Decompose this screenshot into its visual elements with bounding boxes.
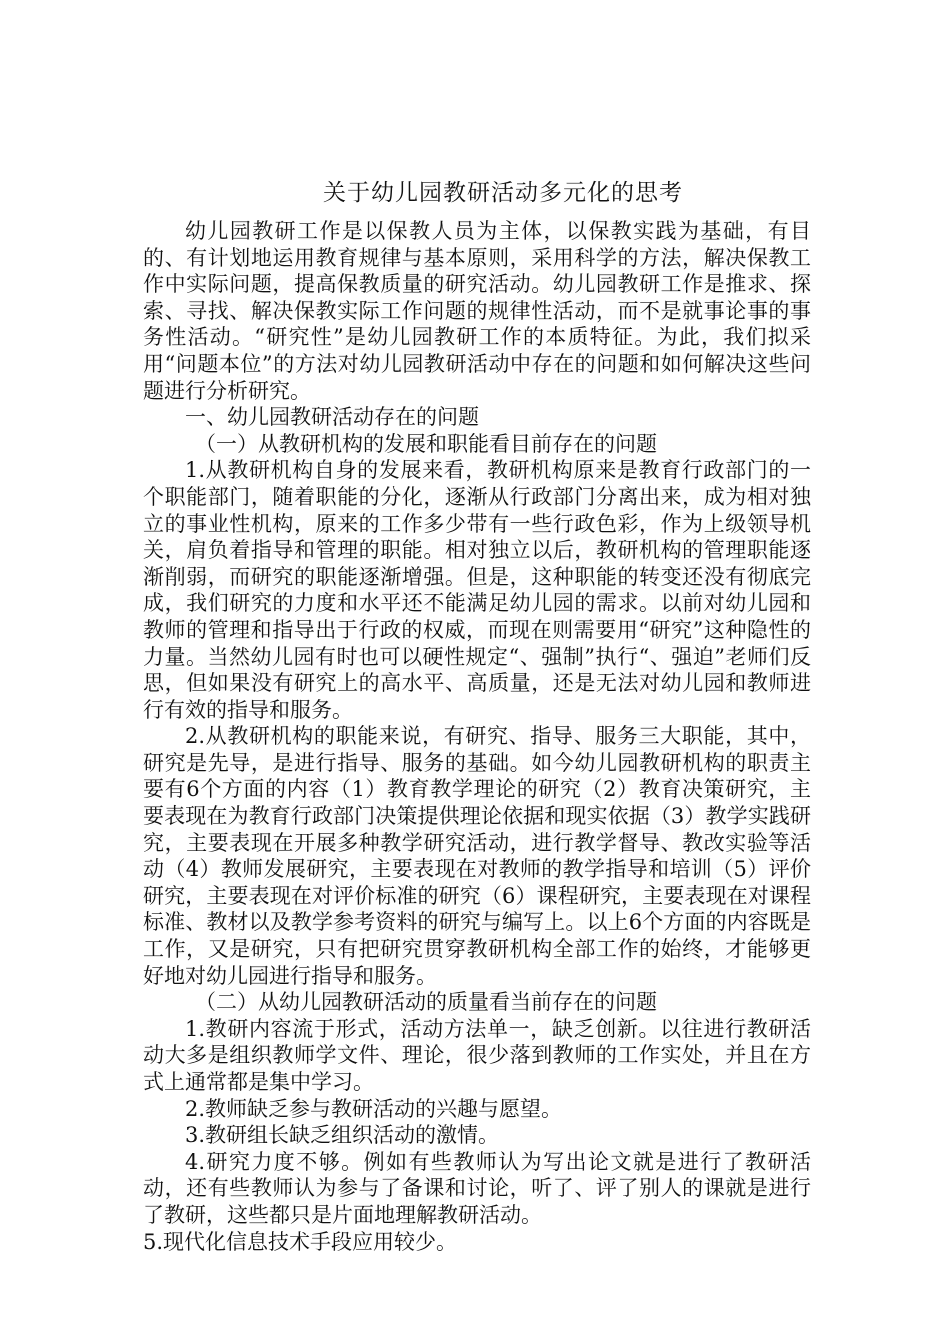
list-item: 2.教师缺乏参与教研活动的兴趣与愿望。 bbox=[185, 1096, 563, 1121]
section-heading-1: 一、幼儿园教研活动存在的问题 bbox=[185, 405, 479, 430]
list-item: 3.教研组长缺乏组织活动的激情。 bbox=[185, 1123, 500, 1148]
body-paragraph: 1.从教研机构自身的发展来看，教研机构原来是教育行政部门的一个职能部门，随着职能的分化，逐渐从行政部门分离出来，成为相对独立的事业性机构，原来的工作多少带有一些行政色彩，作为上级领导机关，肩负着指导和管理的职能。相对独立以后，教研机构的管理职能逐渐削弱，而研究的职能逐渐增强。但是，这种职能的转变还没有彻底完成，我们研究的力度和水平还不能满足幼儿园的需求。以前对幼儿园和教师的管理和指导出于行政的权威，而现在则需要用“研究”这种隐性的力量。当然幼儿园有时也可以硬性规定“、强制”执行“、强迫”老师们反思，但如果没有研究上的高水平、高质量，还是无法对幼儿园和教师进行有效的指导和服务。 bbox=[143, 458, 811, 722]
document-title: 关于幼儿园教研活动多元化的思考 bbox=[323, 180, 683, 206]
list-item: 5.现代化信息技术手段应用较少。 bbox=[143, 1229, 458, 1254]
document-page bbox=[143, 176, 811, 1255]
list-item: 4.研究力度不够。例如有些教师认为写出论文就是进行了教研活动，还有些教师认为参与了备课和讨论，听了、评了别人的课就是进行了教研，这些都只是片面地理解教研活动。 bbox=[143, 1149, 811, 1227]
body-paragraph: 2.从教研机构的职能来说，有研究、指导、服务三大职能，其中，研究是先导，是进行指导、服务的基础。如今幼儿园教研机构的职责主要有6个方面的内容（1）教育教学理论的研究（2）教育决策研究，主要表现在为教育行政部门决策提供理论依据和现实依据（3）教学实践研究，主要表现在开展多种教学研究活动，进行教学督导、教改实验等活动（4）教师发展研究，主要表现在对教师的教学指导和培训（5）评价研究，主要表现在对评价标准的研究（6）课程研究，主要表现在对课程标准、教材以及教学参考资料的研究与编写上。以上6个方面的内容既是工作，又是研究，只有把研究贯穿教研机构全部工作的始终，才能够更好地对幼儿园进行指导和服务。 bbox=[143, 724, 811, 988]
subsection-heading-2: （二）从幼儿园教研活动的质量看当前存在的问题 bbox=[195, 990, 657, 1015]
list-item: 1.教研内容流于形式，活动方法单一，缺乏创新。以往进行教研活动大多是组织教师学文件、理论，很少落到教师的工作实处，并且在方式上通常都是集中学习。 bbox=[143, 1016, 811, 1094]
intro-paragraph: 幼儿园教研工作是以保教人员为主体，以保教实践为基础，有目的、有计划地运用教育规律与基本原则，采用科学的方法，解决保教工作中实际问题，提高保教质量的研究活动。幼儿园教研工作是推求、探索、寻找、解决保教实际工作问题的规律性活动，而不是就事论事的事务性活动。“研究性”是幼儿园教研工作的本质特征。为此，我们拟采用“问题本位”的方法对幼儿园教研活动中存在的问题和如何解决这些问题进行分析研究。 bbox=[143, 219, 811, 403]
subsection-heading-1: （一）从教研机构的发展和职能看目前存在的问题 bbox=[195, 431, 657, 456]
